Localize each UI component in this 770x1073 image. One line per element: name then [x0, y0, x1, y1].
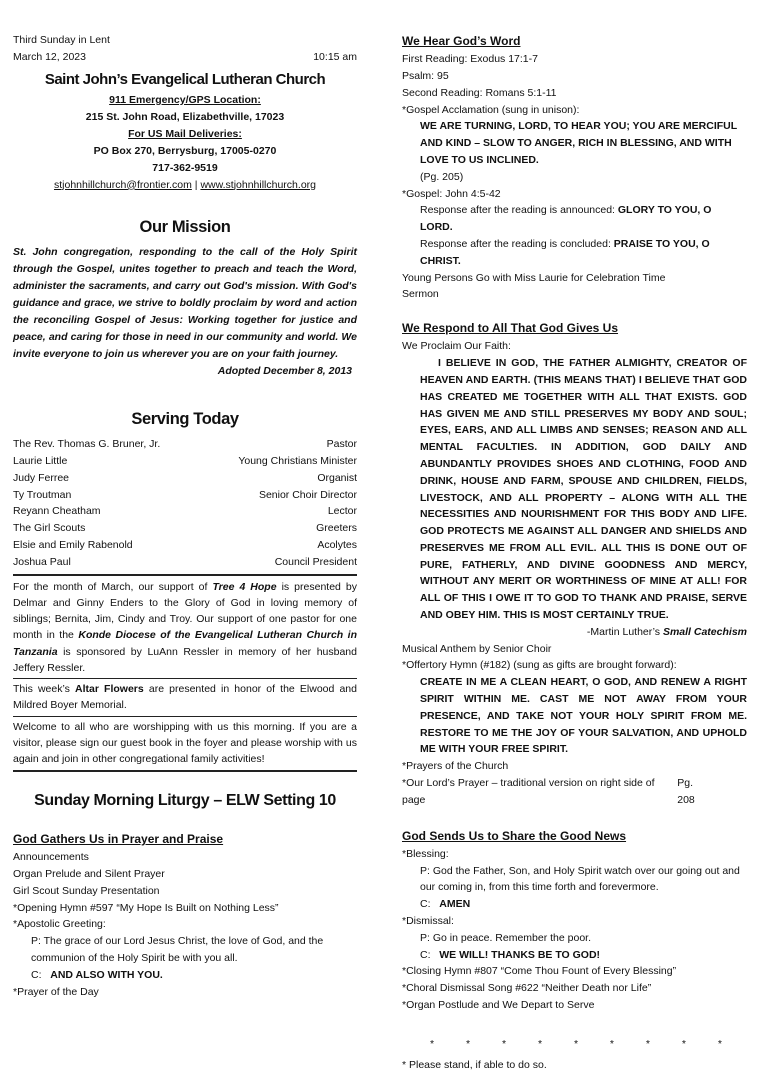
proclaim-faith: We Proclaim Our Faith: — [402, 340, 511, 353]
occasion: Third Sunday in Lent — [13, 34, 110, 46]
gospel-reading: *Gospel: John 4:5-42 — [402, 187, 501, 200]
greeting-pastor: P: The grace of our Lord Jesus Christ, the love of God, and the communion of the Holy Spirit be with you all. — [31, 935, 324, 965]
serving-name: Ty Troutman — [13, 488, 72, 501]
blessing: *Blessing: — [402, 847, 449, 860]
serving-role: Acolytes — [317, 538, 357, 551]
liturgy-item: Announcements — [13, 851, 89, 864]
gathers-list — [13, 849, 357, 933]
lords-prayer-row — [402, 775, 747, 809]
service-time: 10:15 am — [313, 50, 357, 63]
divider — [13, 678, 357, 679]
hear-list — [402, 51, 747, 118]
blessing-congregation: C: AMEN — [420, 898, 471, 911]
service-date: March 12, 2023 — [13, 50, 86, 63]
link-separator: | — [191, 178, 201, 191]
musical-anthem: Musical Anthem by Senior Choir — [402, 642, 552, 655]
website-link[interactable]: www.stjohnhillchurch.org — [200, 178, 316, 191]
reading-item: First Reading: Exodus 17:1-7 — [402, 53, 538, 66]
divider — [13, 574, 357, 576]
choral-dismissal: *Choral Dismissal Song #622 “Neither Death nor Life” — [402, 982, 652, 995]
serving-title: Serving Today — [131, 409, 239, 428]
email-link[interactable]: stjohnhillchurch@frontier.com — [53, 178, 192, 191]
lords-prayer: *Our Lord’s Prayer – traditional version on right side of page — [402, 777, 655, 806]
reading-item: Psalm: 95 — [402, 69, 449, 82]
serving-name: The Girl Scouts — [13, 522, 86, 535]
serving-name: The Rev. Thomas G. Bruner, Jr. — [13, 438, 161, 451]
sermon: Sermon — [402, 288, 439, 301]
creed-text: I BELIEVE IN GOD, THE FATHER ALMIGHTY, CREATOR OF HEAVEN AND EARTH. (THIS MEANS THAT) I BELIEVE THAT GOD HAS CREATED ME TOGETHER WITH ALL THAT EXISTS. GOD HAS GIVEN ME AND STILL PRESERVES MY BODY AND SOUL; EYES, EARS, AND ALL LIMBS AND SENSES; REASON AND ALL MENTAL FACULTIES. IN ADDITION, GOD DAILY AND ABUNDANTLY PROVIDES SHOES AND CLOTHING, FOOD AND DRINK, HOUSE AND FARM, SPOUSE AND CHILDREN, FIELDS, LIVESTOCK, AND ALL PROPERTY – ALONG WITH ALL THE NECESSITIES AND NOURISHMENT FOR THIS BODY AND LIFE. GOD PROTECTS ME AGAINST ALL DANGER AND SHIELDS AND PRESERVES ME FROM ALL EVIL. ALL THIS IS DONE OUT OF PURE, FATHERLY, AND DIVINE GOODNESS AND MERCY, WITHOUT ANY MERIT OR WORTHINESS OF MINE AT ALL! FOR ALL OF THIS I OWE IT TO GOD TO THANK AND PRAISE, SERVE AND OBEY HIM. THIS IS MOST CERTAINLY TRUE. — [420, 357, 747, 622]
liturgy-item: *Opening Hymn #597 “My Hope Is Built on Nothing Less” — [13, 901, 279, 914]
reading-item: Second Reading: Romans 5:1-11 — [402, 86, 557, 99]
serving-role: Senior Choir Director — [258, 488, 357, 501]
tree-notice: For the month of March, our support of Tree 4 Hope is presented by Delmar and Ginny Enders to the Glory of God in loving memory of siblings; Bernita, Jim, Cindy and Troy. Our support of one pastor for one month in the Konde Diocese of the Evangelical Lutheran Church in Tanzania is sponsored by LuAnn Ressler in memory of her husband Jeffery Ressler. — [13, 580, 358, 674]
gps-label: 911 Emergency/GPS Location: — [109, 93, 261, 106]
serving-name: Elsie and Emily Rabenold — [13, 538, 133, 551]
mission-title: Our Mission — [139, 217, 231, 236]
star-divider: * * * * * * * * * — [430, 1037, 722, 1050]
gathers-header: God Gathers Us in Prayer and Praise — [13, 832, 224, 847]
lords-prayer-page: Pg. 208 — [677, 777, 695, 806]
stand-footnote: * Please stand, if able to do so. — [402, 1058, 547, 1071]
liturgy-item: Organ Prelude and Silent Prayer — [13, 868, 165, 881]
serving-role: Young Christians Minister — [238, 454, 357, 467]
greeting-congregation: C: AND ALSO WITH YOU. — [31, 968, 163, 981]
serving-row — [13, 554, 357, 571]
church-name: Saint John’s Evangelical Lutheran Church — [44, 70, 326, 88]
altar-notice: This week’s Altar Flowers are presented in honor of the Elwood and Mildred Boyer Memorial. — [13, 683, 357, 712]
blessing-pastor: P: God the Father, Son, and Holy Spirit watch over our going out and our coming in, from this time forth and forevermore. — [420, 864, 740, 894]
dismissal-pastor: P: Go in peace. Remember the poor. — [420, 931, 592, 944]
mission-adopted: Adopted December 8, 2013 — [217, 364, 352, 377]
serving-row — [13, 487, 357, 504]
serving-role: Organist — [317, 471, 357, 484]
liturgy-item: *Apostolic Greeting: — [13, 918, 106, 931]
phone: 717-362-9519 — [152, 161, 218, 174]
gospel-acclamation: WE ARE TURNING, LORD, TO HEAR YOU; YOU ARE MERCIFUL AND KIND – SLOW TO ANGER, RICH IN BLESSING, AND WITH LOVE TO US INCLINED. — [420, 120, 737, 166]
serving-name: Laurie Little — [13, 454, 68, 467]
right-column — [402, 32, 747, 1073]
offertory-hymn: *Offertory Hymn (#182) (sung as gifts are brought forward): — [402, 659, 677, 672]
hear-header: We Hear God’s Word — [402, 34, 521, 48]
serving-row — [13, 436, 357, 453]
prayer-of-the-day: *Prayer of the Day — [13, 985, 99, 998]
divider — [13, 770, 357, 772]
mail-label: For US Mail Deliveries: — [128, 127, 242, 140]
serving-role: Council President — [274, 555, 357, 568]
gospel-response-2: Response after the reading is concluded: PRAISE TO YOU, O CHRIST. — [420, 237, 710, 267]
young-persons: Young Persons Go with Miss Laurie for Celebration Time — [402, 271, 666, 284]
serving-row — [13, 453, 357, 470]
gospel-response-1: Response after the reading is announced: GLORY TO YOU, O LORD. — [420, 204, 712, 234]
dismissal: *Dismissal: — [402, 915, 454, 928]
serving-name: Joshua Paul — [13, 555, 71, 568]
reading-item: *Gospel Acclamation (sung in unison): — [402, 103, 580, 116]
serving-row — [13, 503, 357, 520]
serving-role: Lector — [327, 505, 357, 518]
street-address: 215 St. John Road, Elizabethville, 17023 — [85, 110, 285, 123]
serving-name: Reyann Cheatham — [13, 505, 101, 518]
po-box: PO Box 270, Berrysburg, 17005-0270 — [93, 144, 277, 157]
serving-row — [13, 470, 357, 487]
liturgy-title: Sunday Morning Liturgy – ELW Setting 10 — [34, 792, 336, 810]
welcome-notice: Welcome to all who are worshipping with us this morning. If you are a visitor, please sign our guest book in the foyer and please worship with us again and join in other congregational family activities! — [13, 720, 357, 766]
mission-text: St. John congregation, responding to the call of the Holy Spirit through the Gospel, unites together to preach and teach the Word, administer the sacraments, and carry out God's mission. With God's guidance and grace, we strive to boldly proclaim by word and action the reconciling Gospel of Jesus: Working together for justice and peace, and caring for those in need in our community and world. We invite everyone to join us wherever you are on your faith journey. — [13, 245, 357, 360]
serving-role: Greeters — [316, 522, 357, 535]
serving-row — [13, 537, 357, 554]
liturgy-item: Girl Scout Sunday Presentation — [13, 884, 160, 897]
offertory-text: CREATE IN ME A CLEAN HEART, O GOD, AND RENEW A RIGHT SPIRIT WITHIN ME. CAST ME NOT AWAY FROM YOUR PRESENCE, AND TAKE NOT YOUR HOLY SPIRIT FROM ME. RESTORE TO ME THE JOY OF YOUR SALVATION, AND UPHOLD ME WITH YOUR FREE SPIRIT. — [420, 676, 747, 756]
serving-row — [13, 520, 357, 537]
serving-role: Pastor — [326, 438, 357, 451]
serving-name: Judy Ferree — [13, 471, 70, 484]
church-address — [13, 92, 357, 194]
dismissal-congregation: C: WE WILL! THANKS BE TO GOD! — [420, 948, 601, 961]
creed-attribution: -Martin Luther’s Small Catechism — [586, 625, 747, 638]
divider — [13, 716, 357, 717]
closing-hymn: *Closing Hymn #807 “Come Thou Fount of Every Blessing” — [402, 965, 677, 978]
sends-header: God Sends Us to Share the Good News — [402, 828, 627, 843]
acclamation-page: (Pg. 205) — [420, 170, 464, 183]
left-column — [13, 32, 357, 1000]
date-time-row — [13, 49, 357, 66]
prayers-of-church: *Prayers of the Church — [402, 760, 509, 773]
serving-list — [13, 436, 357, 570]
respond-header: We Respond to All That God Gives Us — [402, 321, 619, 336]
organ-postlude: *Organ Postlude and We Depart to Serve — [402, 999, 595, 1011]
